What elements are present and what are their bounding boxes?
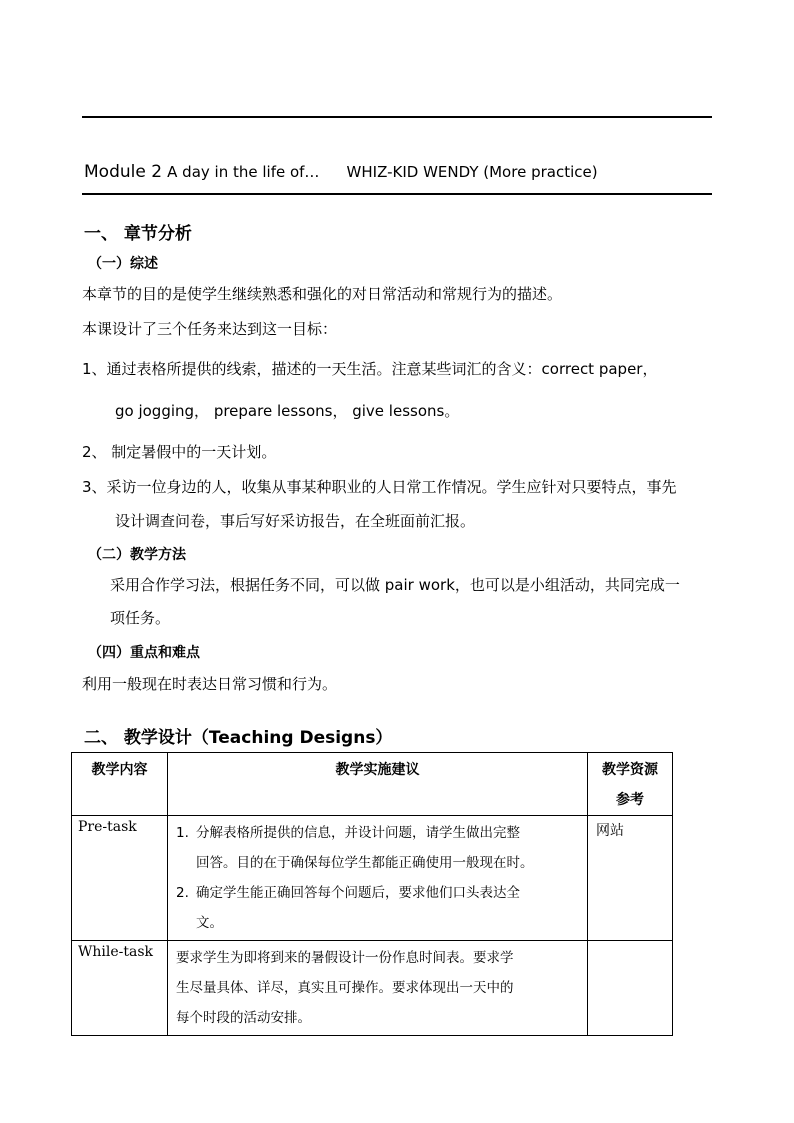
header-suggestions: 教学实施建议 <box>168 753 588 816</box>
header-resources-line-2: 参考 <box>616 792 644 808</box>
row-label-while-task: While-task <box>72 941 168 1036</box>
task-item-1-line-2: go jogging， prepare lessons， give lessons。 <box>115 402 460 420</box>
row-resource-pre-task: 网站 <box>588 816 673 941</box>
pre-task-num-2: 2. <box>176 885 189 901</box>
task-item-1-line-1: 1、通过表格所提供的线索，描述的一天生活。注意某些词汇的含义：correct paper， <box>82 360 658 378</box>
focus-text: 利用一般现在时表达日常习惯和行为。 <box>82 675 338 693</box>
header-resources-line-1: 教学资源 <box>602 762 658 778</box>
method-line-1: 采用合作学习法，根据任务不同，可以做 pair work，也可以是小组活动，共同完成一 <box>110 576 680 594</box>
row-resource-while-task <box>588 941 673 1036</box>
row-text-while-task <box>168 941 588 1036</box>
teaching-design-table <box>71 752 673 1036</box>
header-resources <box>588 753 673 816</box>
unit-title: WHIZ-KID WENDY (More practice) <box>346 163 598 181</box>
while-task-line-2: 生尽量具体、详尽，真实且可操作。要求体现出一天中的 <box>176 980 514 996</box>
module-label: Module 2 <box>84 162 163 182</box>
pre-task-point-2: 确定学生能正确回答每个问题后，要求他们口头表达全 <box>196 885 520 901</box>
method-heading: （二）教学方法 <box>88 547 186 563</box>
pre-task-point-2-cont: 文。 <box>196 915 223 931</box>
section2-heading: 二、 教学设计（Teaching Designs） <box>84 728 393 748</box>
top-rule <box>82 116 712 118</box>
task-item-2: 2、 制定暑假中的一天计划。 <box>82 443 277 461</box>
table-row <box>72 941 673 1036</box>
task-item-3-line-2: 设计调查问卷，事后写好采访报告，在全班面前汇报。 <box>115 512 476 530</box>
pre-task-num-1: 1. <box>176 825 189 841</box>
section1-heading: 一、 章节分析 <box>84 224 192 244</box>
while-task-line-3: 每个时段的活动安排。 <box>176 1010 311 1026</box>
table-header-row <box>72 753 673 816</box>
task-item-3-line-1: 3、采访一位身边的人，收集从事某种职业的人日常工作情况。学生应针对只要特点，事先 <box>82 478 677 496</box>
title-rule <box>82 193 712 195</box>
header-content: 教学内容 <box>72 753 168 816</box>
row-text-pre-task <box>168 816 588 941</box>
row-label-pre-task: Pre-task <box>72 816 168 941</box>
while-task-line-1: 要求学生为即将到来的暑假设计一份作息时间表。要求学 <box>176 950 514 966</box>
overview-heading: （一）综述 <box>88 256 158 272</box>
method-line-2: 项任务。 <box>110 609 171 627</box>
pre-task-point-1: 分解表格所提供的信息，并设计问题，请学生做出完整 <box>196 825 520 841</box>
module-subtitle: A day in the life of… <box>167 163 320 181</box>
overview-paragraph-1: 本章节的目的是使学生继续熟悉和强化的对日常活动和常规行为的描述。 <box>82 285 563 303</box>
document-title <box>84 162 598 182</box>
table-row <box>72 816 673 941</box>
pre-task-point-1-cont: 回答。目的在于确保每位学生都能正确使用一般现在时。 <box>196 855 534 871</box>
overview-paragraph-2: 本课设计了三个任务来达到这一目标： <box>82 320 338 338</box>
focus-heading: （四）重点和难点 <box>88 645 200 661</box>
